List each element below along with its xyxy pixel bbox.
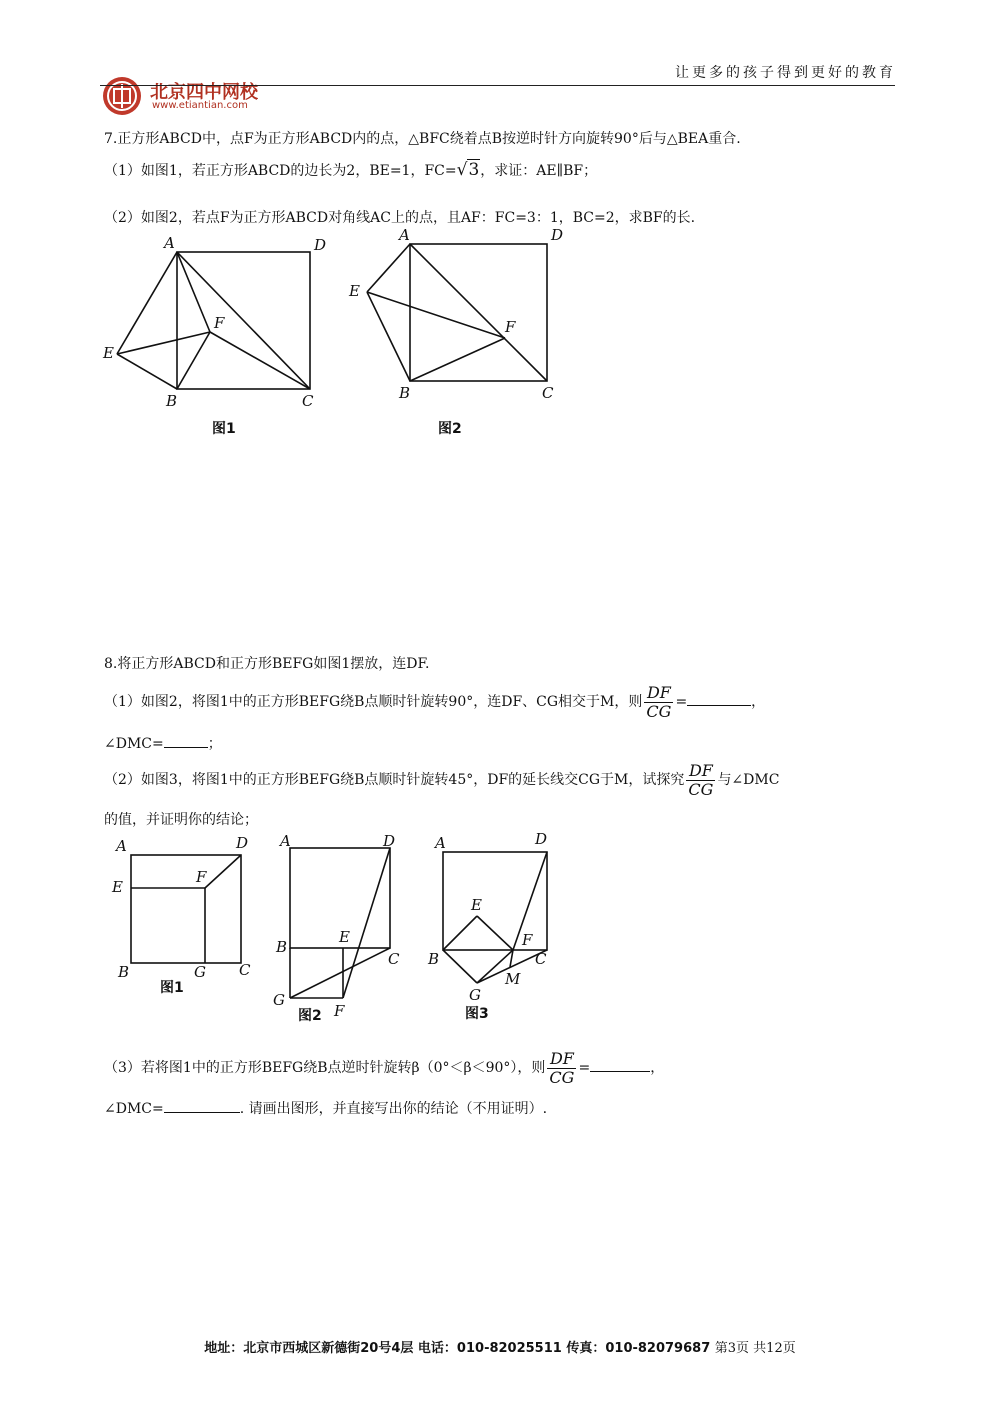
point-label: G xyxy=(469,986,481,1004)
logo-url: www.etiantian.com xyxy=(152,100,248,111)
q8-fig3-caption: 图3 xyxy=(465,1006,489,1022)
fraction-numerator: DF xyxy=(547,1050,576,1069)
point-label: A xyxy=(280,832,291,850)
point-label: C xyxy=(239,961,251,979)
fraction-denominator: CG xyxy=(549,1067,575,1087)
q7-part2: （2）如图2，若点F为正方形ABCD对角线AC上的点，且AF：FC=3：1，BC=2，求BF的长. xyxy=(104,210,696,226)
point-label: C xyxy=(302,392,314,410)
q8-part2-cont: 的值，并证明你的结论； xyxy=(104,812,258,828)
point-label: E xyxy=(339,928,350,946)
fraction-df-cg xyxy=(547,1050,576,1087)
q8-fig2-caption: 图2 xyxy=(298,1008,322,1024)
answer-blank[interactable] xyxy=(164,1098,240,1113)
q8-part1-text-a: （1）如图2，将图1中的正方形BEFG绕B点顺时针旋转90°，连DF、CG相交于M，则 xyxy=(104,694,643,710)
point-label: F xyxy=(196,868,207,886)
footer-page-number: 第3页 共12页 xyxy=(714,1341,796,1356)
point-label: A xyxy=(399,226,410,244)
q8-part2-text-b: 与∠DMC xyxy=(717,772,780,788)
equals-sign: = xyxy=(578,1060,591,1076)
fraction-numerator: DF xyxy=(644,684,673,703)
q8-part1 xyxy=(104,680,765,724)
equals-sign: = xyxy=(675,694,688,710)
point-label: B xyxy=(276,938,288,956)
q7-fig2-caption: 图2 xyxy=(438,421,462,437)
fraction-denominator: CG xyxy=(688,779,714,799)
q8-part3-text-a: （3）若将图1中的正方形BEFG绕B点逆时针旋转β（0°＜β＜90°），则 xyxy=(104,1060,546,1076)
point-label: B xyxy=(428,950,440,968)
q8-figure-1 xyxy=(104,830,264,1000)
answer-blank[interactable] xyxy=(687,691,751,706)
point-label: E xyxy=(349,282,360,300)
footer-address: 地址：北京市西城区新德街20号4层 电话：010-82025511 传真：010-82079687 xyxy=(204,1341,711,1356)
angle-dmc-label: ∠DMC= xyxy=(104,1101,164,1117)
q8-part3-tail: . 请画出图形，并直接写出你的结论（不用证明）. xyxy=(239,1101,548,1117)
point-label: B xyxy=(118,963,130,981)
point-label: C xyxy=(542,384,554,402)
fraction-numerator: DF xyxy=(686,762,715,781)
point-label: B xyxy=(166,392,178,410)
q8-part2-text-a: （2）如图3，将图1中的正方形BEFG绕B点顺时针旋转45°，DF的延长线交CG于M，试探究 xyxy=(104,772,685,788)
point-label: B xyxy=(399,384,411,402)
point-label: E xyxy=(103,344,114,362)
point-label: G xyxy=(273,991,285,1009)
point-label: A xyxy=(435,834,446,852)
logo-text: 北京四中网校 xyxy=(150,82,258,103)
q7-fig1-caption: 图1 xyxy=(212,421,236,437)
q7-part1-text-a: （1）如图1，若正方形ABCD的边长为2，BE=1，FC= xyxy=(104,163,457,179)
q7-figure-2 xyxy=(345,224,575,414)
sqrt-radicand: 3 xyxy=(468,160,480,180)
sqrt-symbol: √3 xyxy=(456,160,480,180)
q7-figure-1 xyxy=(100,228,330,418)
q8-part3-angle xyxy=(104,1098,547,1119)
angle-dmc-label: ∠DMC= xyxy=(104,736,164,752)
point-label: C xyxy=(535,950,547,968)
point-label: G xyxy=(194,963,206,981)
q7-part1 xyxy=(104,160,597,181)
comma: ， xyxy=(650,1060,665,1076)
q7-stem: 7.正方形ABCD中，点F为正方形ABCD内的点，△BFC绕着点B按逆时针方向旋转90°后与△BEA重合. xyxy=(104,131,741,147)
point-label: C xyxy=(388,950,400,968)
q7-part1-text-b: ，求证：AE∥BF； xyxy=(480,163,598,179)
q8-part2 xyxy=(104,758,779,802)
footer xyxy=(0,1337,1000,1356)
semicolon: ； xyxy=(207,736,222,752)
point-label: A xyxy=(116,837,127,855)
point-label: E xyxy=(112,878,123,896)
point-label: F xyxy=(522,931,533,949)
fraction-df-cg xyxy=(686,762,715,799)
q8-figure-2 xyxy=(270,830,410,1025)
answer-blank[interactable] xyxy=(164,733,208,748)
point-label: F xyxy=(505,318,516,336)
q8-stem: 8.将正方形ABCD和正方形BEFG如图1摆放，连DF. xyxy=(104,656,430,672)
point-label: D xyxy=(314,236,327,254)
point-label: F xyxy=(214,314,225,332)
q8-fig1-caption: 图1 xyxy=(160,980,184,996)
point-label: D xyxy=(236,834,249,852)
point-label: D xyxy=(551,226,564,244)
point-label: D xyxy=(535,830,548,848)
fraction-denominator: CG xyxy=(646,701,672,721)
point-label: E xyxy=(471,896,482,914)
point-label: F xyxy=(334,1002,345,1020)
answer-blank[interactable] xyxy=(590,1057,650,1072)
q8-part1-angle xyxy=(104,733,222,754)
comma: ， xyxy=(751,694,766,710)
point-label: M xyxy=(505,970,521,988)
header-divider xyxy=(100,85,895,86)
fraction-df-cg xyxy=(644,684,673,721)
q8-figure-3 xyxy=(425,830,565,1015)
q8-part3 xyxy=(104,1046,664,1090)
point-label: D xyxy=(383,832,396,850)
slogan: 让更多的孩子得到更好的教育 xyxy=(675,65,896,81)
point-label: A xyxy=(164,234,175,252)
